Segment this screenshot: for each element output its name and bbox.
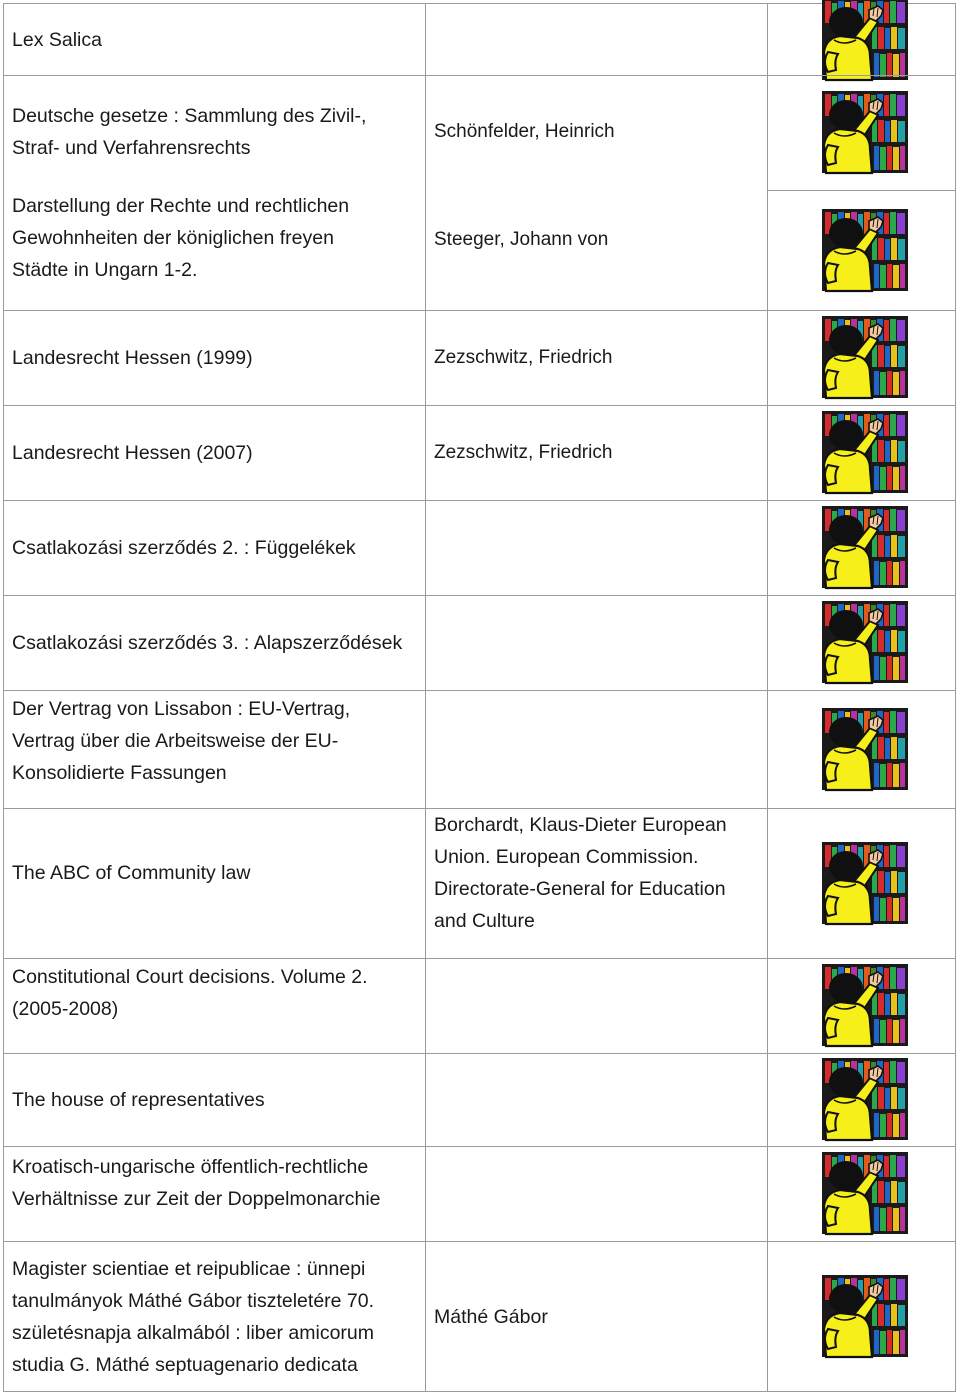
table-row: [3, 3, 956, 75]
title-cell: [3, 500, 425, 595]
librarian-bookshelf-icon[interactable]: [812, 599, 912, 685]
table-row: [3, 405, 956, 500]
table-row: [3, 500, 956, 595]
title-cell: [3, 595, 425, 690]
book-title: Kroatisch-ungarische öffentlich-rechtliche Verhältnisse zur Zeit der Doppelmonarchie: [12, 1156, 381, 1210]
author-cell: [425, 595, 767, 690]
table-row: [3, 1146, 956, 1241]
book-title: Lex Salica: [12, 29, 102, 51]
icon-cell[interactable]: [767, 595, 956, 690]
table-row: [3, 1241, 956, 1392]
icon-cell[interactable]: [767, 190, 956, 310]
table-row: [3, 595, 956, 690]
book-title: Landesrecht Hessen (1999): [12, 347, 253, 369]
book-title: Magister scientiae et reipublicae : ünnepi tanulmányok Máthé Gábor tiszteletére 70. születésnapja alkalmából : liber amicorum studia G. Máthé septuagenario dedicata: [12, 1257, 375, 1376]
table-row: [3, 808, 956, 958]
librarian-bookshelf-icon[interactable]: [812, 409, 912, 495]
author-cell: [425, 190, 767, 310]
librarian-bookshelf-icon[interactable]: [812, 840, 912, 926]
book-author: Steeger, Johann von: [434, 229, 609, 250]
icon-cell[interactable]: [767, 75, 956, 190]
author-cell: [425, 3, 767, 75]
icon-cell[interactable]: [767, 690, 956, 808]
title-cell: [3, 75, 425, 190]
author-cell: [425, 1053, 767, 1146]
icon-cell[interactable]: [767, 405, 956, 500]
title-cell: [3, 1146, 425, 1241]
book-author: Máthé Gábor: [434, 1305, 548, 1328]
title-cell: [3, 1053, 425, 1146]
author-cell: [425, 690, 767, 808]
book-title: Deutsche gesetze : Sammlung des Zivil-, Straf- und Verfahrensrechts: [12, 105, 367, 159]
book-title: Darstellung der Rechte und rechtlichen Gewohnheiten der königlichen freyen Städte in Ungarn 1-2.: [12, 195, 350, 281]
author-cell: [425, 310, 767, 405]
librarian-bookshelf-icon[interactable]: [812, 1056, 912, 1142]
icon-cell[interactable]: [767, 1146, 956, 1241]
title-cell: [3, 1241, 425, 1392]
table-row: [3, 690, 956, 808]
table-row: [3, 1053, 956, 1146]
book-title: Csatlakozási szerződés 2. : Függelékek: [12, 537, 356, 559]
book-author: Zezschwitz, Friedrich: [434, 347, 613, 368]
book-title: Der Vertrag von Lissabon : EU-Vertrag, Vertrag über die Arbeitsweise der EU- Konsolidierte Fassungen: [12, 698, 351, 784]
book-title: The house of representatives: [12, 1089, 265, 1111]
book-author: Zezschwitz, Friedrich: [434, 442, 613, 463]
book-author: Borchardt, Klaus-Dieter European Union. European Commission. Directorate-General for Education and Culture: [434, 814, 727, 932]
catalog-table: [3, 3, 956, 1392]
librarian-bookshelf-icon[interactable]: [812, 504, 912, 590]
table-row: [3, 190, 956, 310]
book-title: Landesrecht Hessen (2007): [12, 442, 253, 464]
librarian-bookshelf-icon[interactable]: [812, 314, 912, 400]
title-cell: [3, 190, 425, 310]
author-cell: [425, 1241, 767, 1392]
librarian-bookshelf-icon[interactable]: [812, 0, 912, 82]
icon-cell[interactable]: [767, 808, 956, 958]
title-cell: [3, 690, 425, 808]
table-row: [3, 75, 956, 190]
icon-cell[interactable]: [767, 310, 956, 405]
librarian-bookshelf-icon[interactable]: [812, 962, 912, 1048]
book-title: The ABC of Community law: [12, 862, 251, 884]
author-cell: [425, 808, 767, 958]
book-author: Schönfelder, Heinrich: [434, 121, 615, 142]
title-cell: [3, 958, 425, 1053]
icon-cell[interactable]: [767, 1053, 956, 1146]
librarian-bookshelf-icon[interactable]: [812, 1273, 912, 1359]
icon-cell[interactable]: [767, 500, 956, 595]
librarian-bookshelf-icon[interactable]: [812, 207, 912, 293]
book-title: Constitutional Court decisions. Volume 2. (2005-2008): [12, 966, 368, 1020]
title-cell: [3, 310, 425, 405]
title-cell: [3, 808, 425, 958]
author-cell: [425, 958, 767, 1053]
librarian-bookshelf-icon[interactable]: [812, 89, 912, 175]
author-cell: [425, 75, 767, 190]
librarian-bookshelf-icon[interactable]: [812, 706, 912, 792]
table-row: [3, 310, 956, 405]
author-cell: [425, 500, 767, 595]
table-row: [3, 958, 956, 1053]
icon-cell[interactable]: [767, 1241, 956, 1392]
book-title: Csatlakozási szerződés 3. : Alapszerződések: [12, 632, 403, 654]
librarian-bookshelf-icon[interactable]: [812, 1150, 912, 1236]
author-cell: [425, 1146, 767, 1241]
title-cell: [3, 3, 425, 75]
icon-cell[interactable]: [767, 3, 956, 75]
icon-cell[interactable]: [767, 958, 956, 1053]
author-cell: [425, 405, 767, 500]
title-cell: [3, 405, 425, 500]
